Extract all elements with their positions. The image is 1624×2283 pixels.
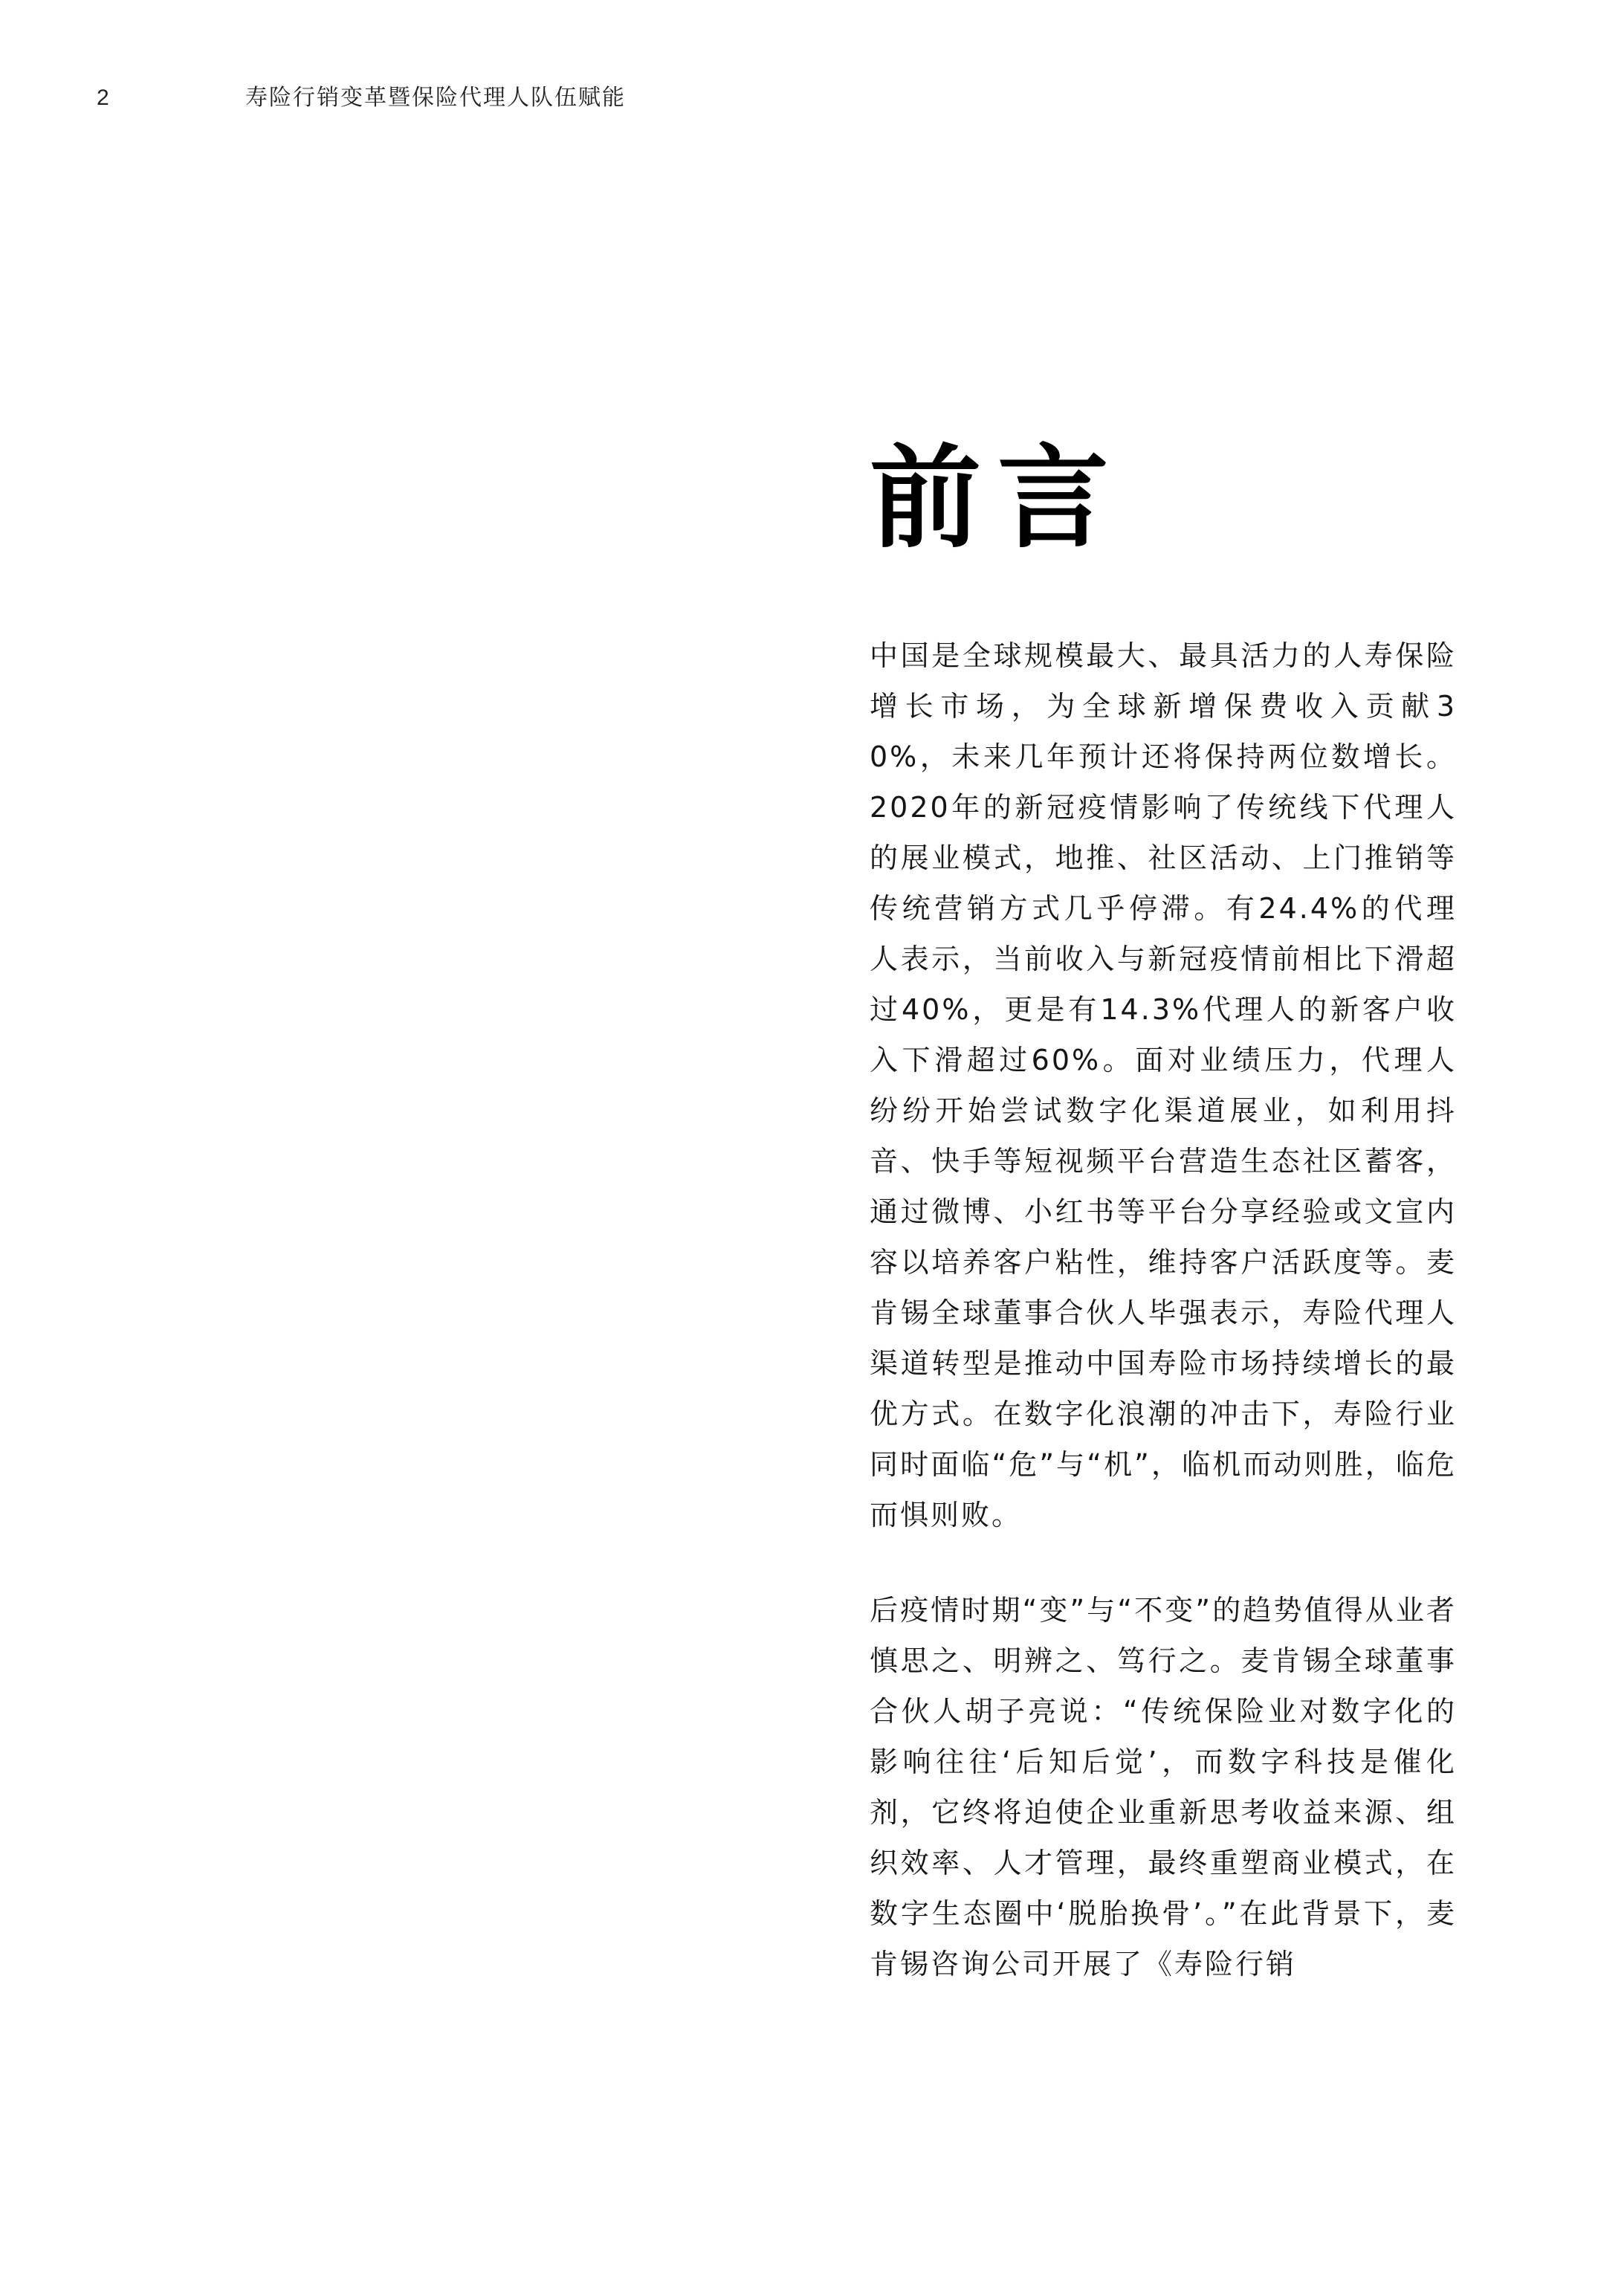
page-number: 2: [97, 85, 109, 110]
paragraph-1: 中国是全球规模最大、最具活力的人寿保险增长市场，为全球新增保费收入贡献30%，未来几年预计还将保持两位数增长。2020年的新冠疫情影响了传统线下代理人的展业模式，地推、社区活动、上门推销等传统营销方式几乎停滞。有24.4%的代理人表示，当前收入与新冠疫情前相比下滑超过40%，更是有14.3%代理人的新客户收入下滑超过60%。面对业绩压力，代理人纷纷开始尝试数字化渠道展业，如利用抖音、快手等短视频平台营造生态社区蓄客，通过微博、小红书等平台分享经验或文宣内容以培养客户粘性，维持客户活跃度等。麦肯锡全球董事合伙人毕强表示，寿险代理人渠道转型是推动中国寿险市场持续增长的最优方式。在数字化浪潮的冲击下，寿险行业同时面临“危”与“机”，临机而动则胜，临危而惧则败。: [870, 639, 1457, 1531]
running-title: 寿险行销变革暨保险代理人队伍赋能: [245, 85, 626, 111]
paragraph-2: 后疫情时期“变”与“不变”的趋势值得从业者慎思之、明辨之、笃行之。麦肯锡全球董事合伙人胡子亮说：“传统保险业对数字化的影响往往‘后知后觉’，而数字科技是催化剂，它终将迫使企业重新思考收益来源、组织效率、人才管理，最终重塑商业模式，在数字生态圈中‘脱胎换骨’。”在此背景下，麦肯锡咨询公司开展了《寿险行销: [870, 1594, 1457, 1980]
body-text: [870, 630, 1457, 2034]
page-title: 前言: [870, 433, 1126, 564]
page-header: [97, 80, 1211, 116]
